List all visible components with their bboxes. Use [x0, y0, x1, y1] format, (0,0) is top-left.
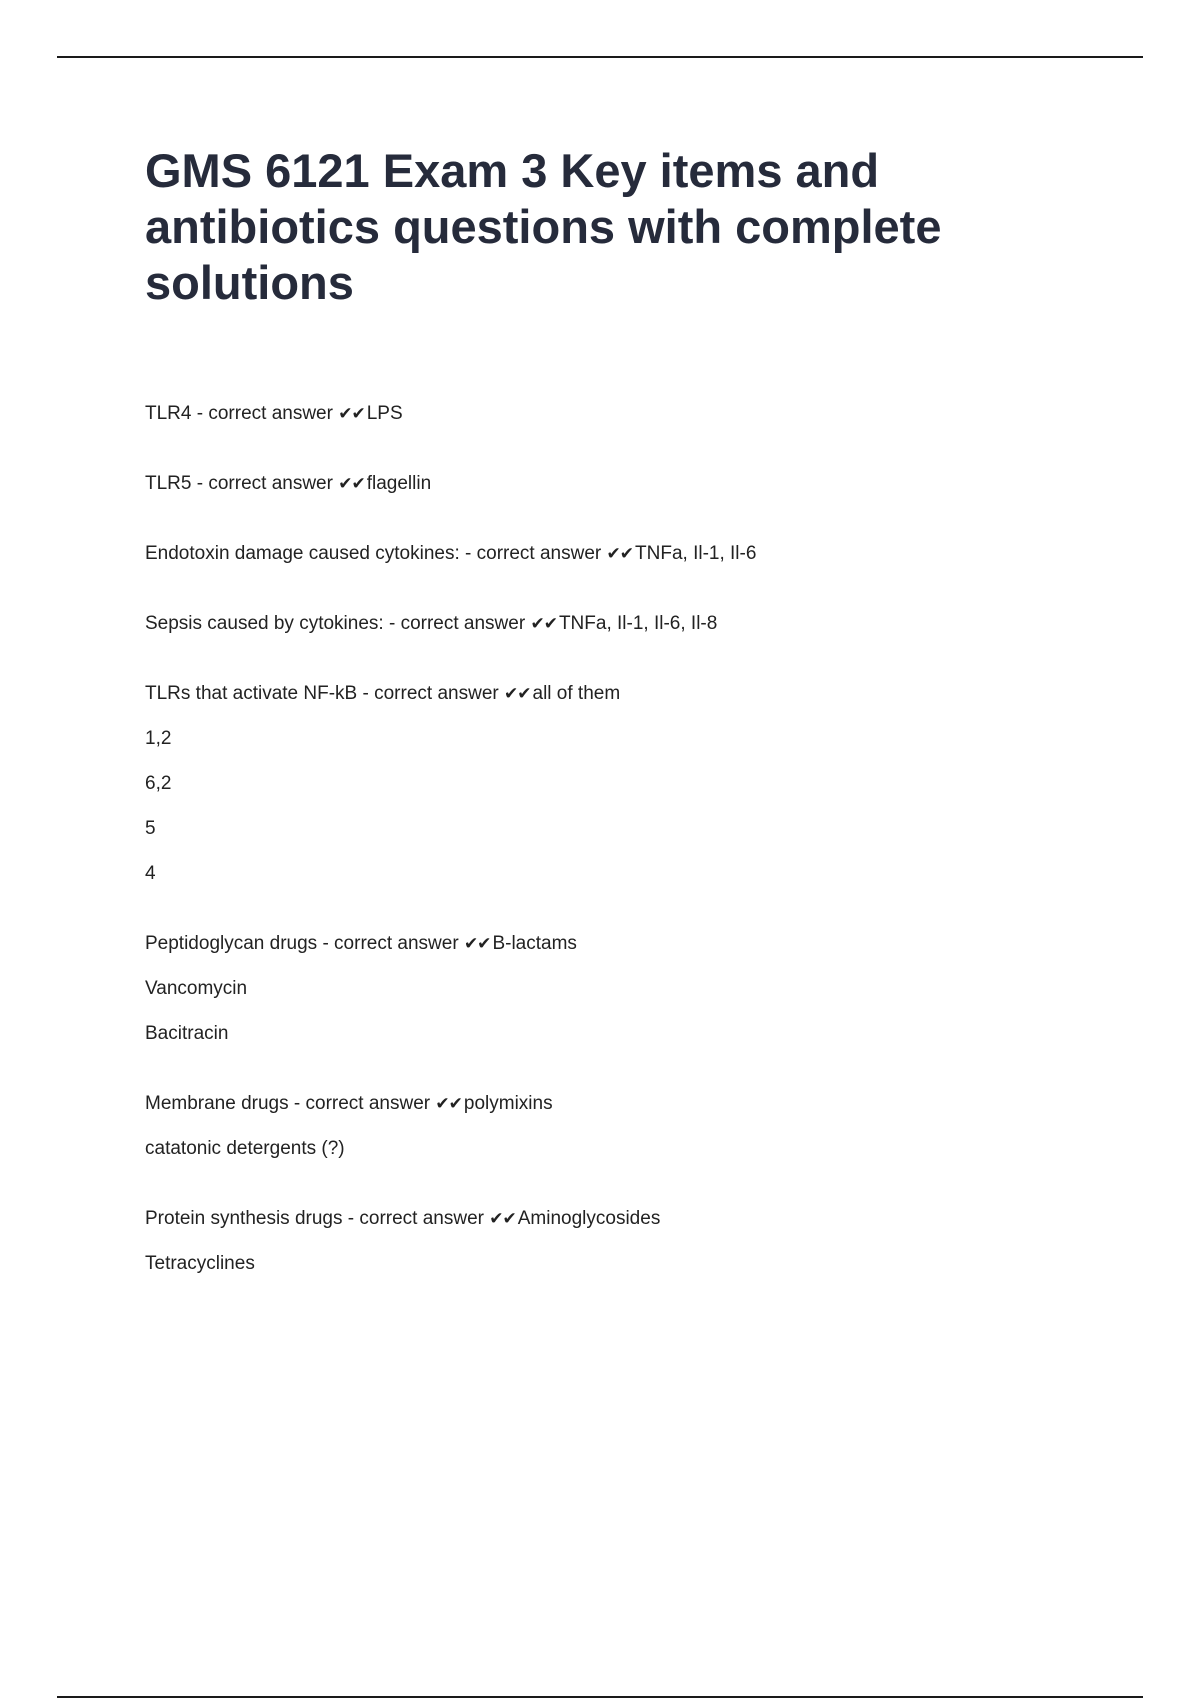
- qa-line: [145, 402, 1105, 426]
- question-text: TLR5 - correct answer: [145, 473, 333, 494]
- qa-entry: [145, 402, 1105, 426]
- answer-continuation-line: 5: [145, 818, 156, 839]
- check-mark-icon: ✔✔: [463, 934, 491, 954]
- check-mark-icon: ✔✔: [338, 404, 365, 424]
- question-text: Protein synthesis drugs - correct answer: [145, 1208, 484, 1229]
- question-text: TLR4 - correct answer: [145, 403, 333, 424]
- qa-entry: [145, 932, 1105, 1046]
- qa-entry: [145, 612, 1105, 636]
- question-text: Peptidoglycan drugs - correct answer: [145, 933, 459, 954]
- answer-text: all of them: [532, 683, 621, 704]
- answer-text: polymixins: [463, 1093, 553, 1114]
- qa-entry: [145, 472, 1105, 496]
- check-mark-icon: ✔✔: [435, 1094, 462, 1114]
- qa-line: [145, 612, 1105, 636]
- bottom-rule: [57, 1696, 1143, 1698]
- qa-line: [145, 542, 1105, 566]
- answer-continuation-line: catatonic detergents (?): [145, 1138, 345, 1159]
- qa-line: [145, 1207, 1105, 1231]
- check-mark-icon: ✔✔: [530, 614, 557, 634]
- qa-entry: [145, 1092, 1105, 1161]
- qa-line: [145, 682, 1105, 706]
- answer-continuation-line: 1,2: [145, 728, 172, 749]
- qa-line: [145, 1092, 1105, 1116]
- answer-text: TNFa, Il-1, Il-6: [635, 543, 757, 564]
- answer-continuation-line: Tetracyclines: [145, 1253, 255, 1274]
- answer-continuation-line: 6,2: [145, 773, 172, 794]
- qa-list: [145, 402, 1105, 1322]
- answer-text: flagellin: [366, 473, 432, 494]
- answer-continuation-line: Vancomycin: [145, 978, 248, 999]
- check-mark-icon: ✔✔: [489, 1209, 516, 1229]
- answer-text: Aminoglycosides: [517, 1208, 661, 1229]
- question-text: Endotoxin damage caused cytokines: - correct answer: [145, 543, 602, 564]
- check-mark-icon: ✔✔: [504, 684, 531, 704]
- top-rule: [57, 56, 1143, 58]
- qa-entry: [145, 682, 1105, 886]
- check-mark-icon: ✔✔: [338, 474, 365, 494]
- answer-text: LPS: [366, 403, 403, 424]
- answer-continuation-line: Bacitracin: [145, 1023, 229, 1044]
- answer-text: TNFa, Il-1, Il-6, Il-8: [558, 613, 718, 634]
- answer-text: B-lactams: [492, 933, 577, 954]
- question-text: TLRs that activate NF-kB - correct answer: [145, 683, 499, 704]
- document-title: GMS 6121 Exam 3 Key items and antibiotics questions with complete solutions: [145, 144, 942, 309]
- question-text: Sepsis caused by cytokines: - correct answer: [145, 613, 526, 634]
- answer-continuation-line: 4: [145, 863, 156, 884]
- question-text: Membrane drugs - correct answer: [145, 1093, 431, 1114]
- check-mark-icon: ✔✔: [606, 544, 634, 564]
- qa-line: [145, 932, 1105, 956]
- qa-entry: [145, 1207, 1105, 1276]
- qa-entry: [145, 542, 1105, 566]
- qa-line: [145, 472, 1105, 496]
